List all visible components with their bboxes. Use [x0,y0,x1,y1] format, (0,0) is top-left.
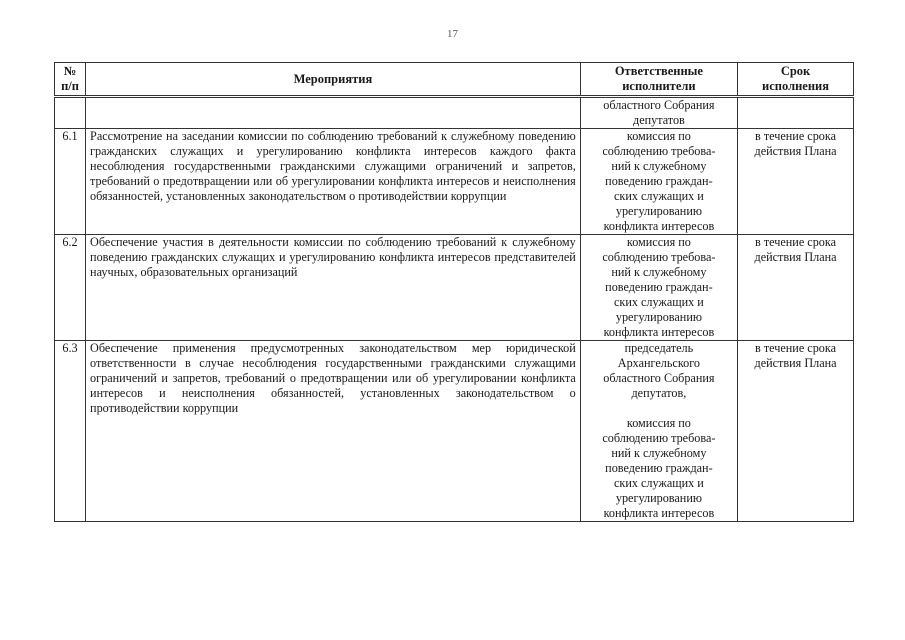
cell-event: Обеспечение применения предусмотренных законодательством мер юридической ответственности в случае несоблюдения государственными гражданскими служащими ограничений и запретов, требований о предотвращении или об урегулировании конфликта интересов и неисполнения обязанностей, установленных законодательством о противодействии коррупции [86,341,581,522]
measures-table [54,62,854,522]
responsible-spacer [585,401,733,416]
header-event: Мероприятия [86,63,581,97]
table-row [55,235,854,341]
page-number: 17 [447,28,458,40]
header-term: Срок исполнения [738,63,854,97]
cell-num: 6.2 [55,235,86,341]
cell-num: 6.3 [55,341,86,522]
cell-term-empty [738,97,854,129]
cell-term: в течение срока действия Плана [738,235,854,341]
cell-num: 6.1 [55,129,86,235]
cell-event-empty [86,97,581,129]
cell-responsible-continuation: областного Собрания депутатов [580,97,737,129]
table-row [55,341,854,522]
table-header-row [55,63,854,97]
cell-responsible: комиссия по соблюдению требова- ний к служебному поведению граждан- ских служащих и урегулированию конфликта интересов [580,235,737,341]
cell-term: в течение срока действия Плана [738,129,854,235]
cell-responsible [580,341,737,522]
cell-responsible: комиссия по соблюдению требова- ний к служебному поведению граждан- ских служащих и урегулированию конфликта интересов [580,129,737,235]
cell-event: Рассмотрение на заседании комиссии по соблюдению требований к служебному поведению гражданских служащих и урегулированию конфликта интересов каждого факта несоблюдения государственными гражданскими служащими ограничений и запретов, требований о предотвращении или об урегулировании конфликта интересов и неисполнения обязанностей, установленных законодательством о противодействии коррупции [86,129,581,235]
cell-event: Обеспечение участия в деятельности комиссии по соблюдению требований к служебному поведению гражданских служащих и урегулированию конфликта интересов представителей научных, образовательных организаций [86,235,581,341]
responsible-commission: комиссия по соблюдению требова- ний к служебному поведению граждан- ских служащих и урегулированию конфликта интересов [602,416,716,520]
cell-num-empty [55,97,86,129]
header-responsible: Ответственные исполнители [580,63,737,97]
table-row-continuation [55,97,854,129]
cell-term: в течение срока действия Плана [738,341,854,522]
header-num: № п/п [55,63,86,97]
table-row [55,129,854,235]
responsible-chair: председатель Архангельского областного Собрания депутатов, [603,341,715,400]
